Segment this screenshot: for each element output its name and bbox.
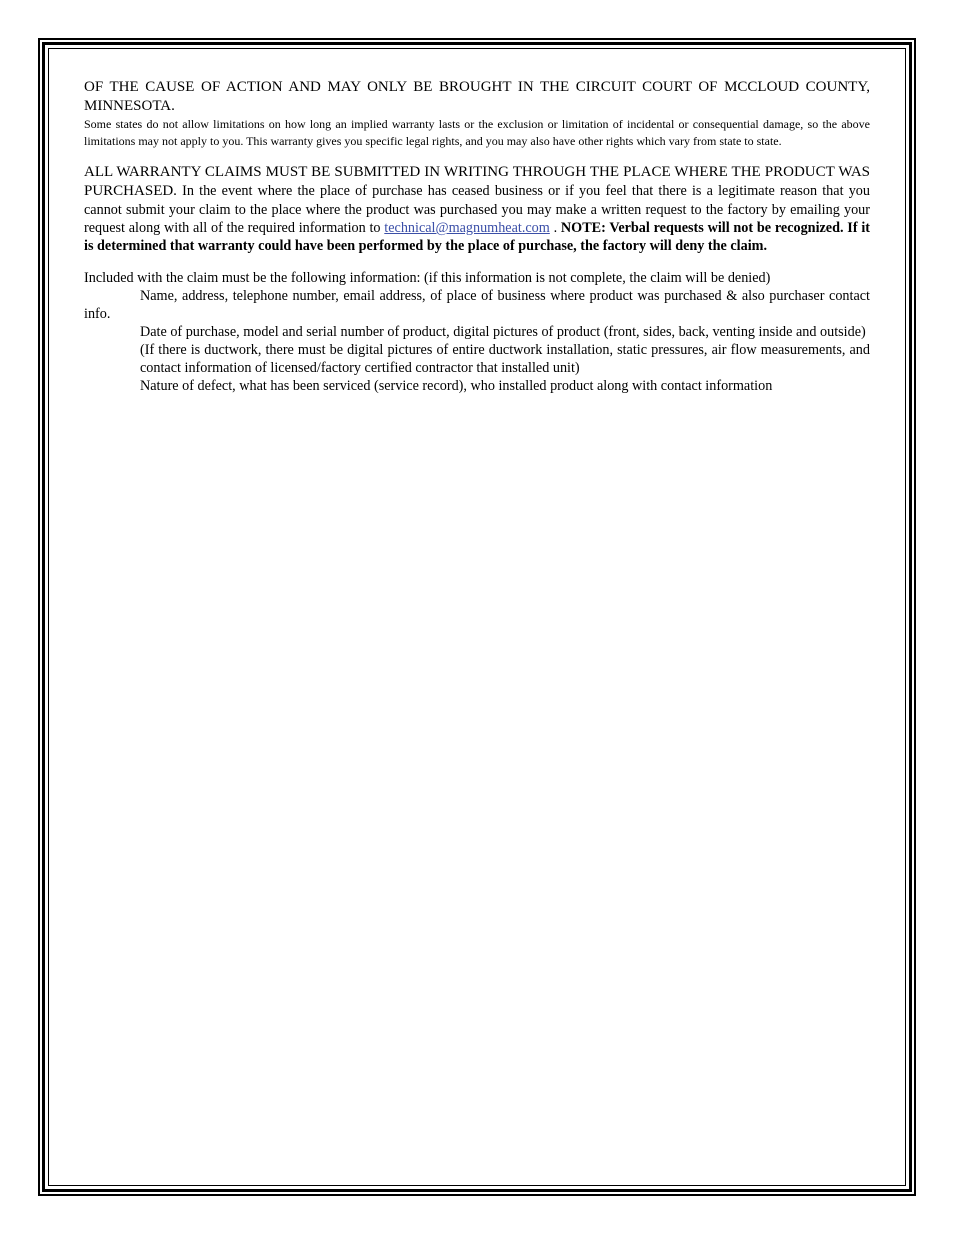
- document-body: [84, 78, 870, 395]
- state-rights-disclaimer: Some states do not allow limitations on how long an implied warranty lasts or the exclusion or limitation of incidental or consequential damage, so the above limitations may not apply to you. This warranty gives you specific legal rights, and you may also have other rights which vary from state to state.: [84, 117, 870, 148]
- warranty-claims-paragraph: [84, 163, 870, 255]
- warranty-claims-heading: ALL WARRANTY CLAIMS MUST BE SUBMITTED IN WRITING THROUGH THE PLACE WHERE THE PRODUCT WAS PURCHASED.: [84, 164, 870, 199]
- warranty-claims-text: In the event where the place of purchase has ceased business or if you feel that there is a legitimate reason that you cannot submit your claim to the place where the product was purchased you may make a written request to the factory by emailing your request along with all of the required information to: [84, 183, 870, 236]
- note-text: Verbal requests will not be recognized. If it is determined that warranty could have been performed by the place of purchase, the factory will deny the claim.: [84, 220, 870, 254]
- claim-item-defect-nature: Nature of defect, what has been serviced (service record), who installed product along with contact information: [140, 378, 773, 394]
- claim-item-business-info: Name, address, telephone number, email address, of place of business where product was purchased & also purchaser contact info.: [84, 288, 870, 322]
- technical-email-link[interactable]: technical@magnumheat.com: [384, 220, 550, 236]
- note-label: NOTE:: [560, 220, 606, 236]
- email-trailing-text: .: [549, 220, 561, 236]
- claim-item-purchase-details: Date of purchase, model and serial number of product, digital pictures of product (front, sides, back, venting inside and outside): [140, 324, 866, 340]
- venue-clause: OF THE CAUSE OF ACTION AND MAY ONLY BE BROUGHT IN THE CIRCUIT COURT OF MCCLOUD COUNTY, MINNESOTA.: [84, 79, 870, 114]
- claim-item-ductwork: (If there is ductwork, there must be digital pictures of entire ductwork installation, static pressures, air flow measurements, and contact information of licensed/factory certified contractor that installed unit): [140, 342, 870, 376]
- claim-requirements-intro: Included with the claim must be the following information: (if this information is not complete, the claim will be denied): [84, 270, 771, 286]
